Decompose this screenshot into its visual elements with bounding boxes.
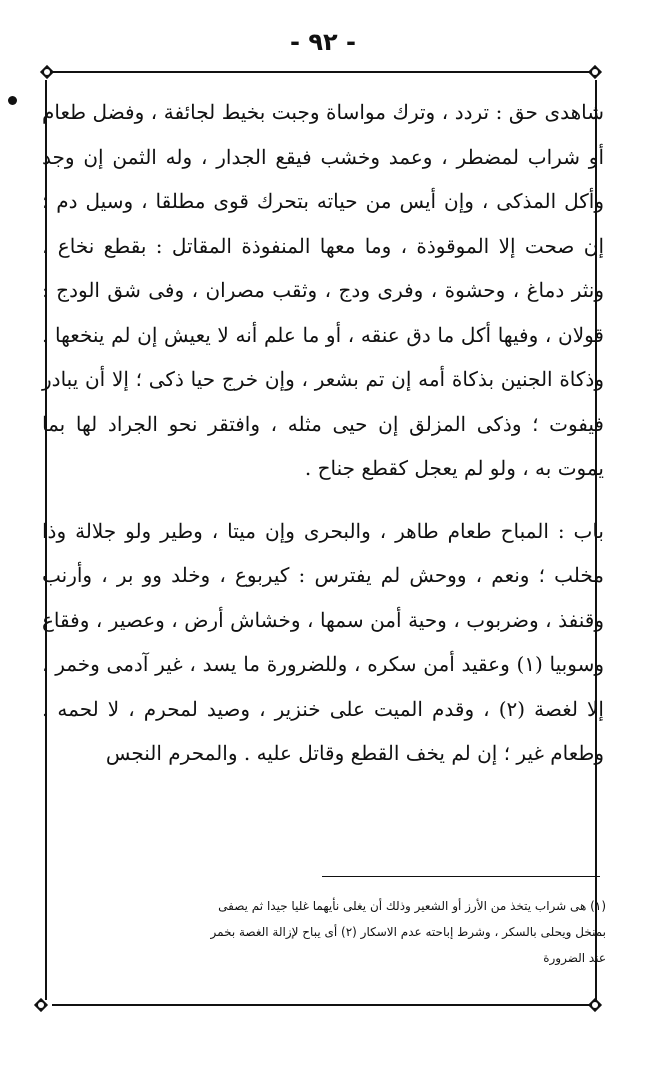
footnote-line-1: (١) هى شراب يتخذ من الأرز أو الشعير وذلك أن يغلى نأيهما غليا جيدا ثم يصفى xyxy=(218,899,606,913)
main-text xyxy=(42,90,604,776)
footnote-line-2: بمنخل ويحلى بالسكر ، وشرط إباحته عدم الاسكار (٢) أى يباح لإزالة الغصة بخمر xyxy=(210,925,606,939)
footnote-separator xyxy=(322,876,600,877)
ornament-top-left-icon xyxy=(38,63,56,81)
bottom-rule xyxy=(52,1004,592,1006)
ornament-bottom-left-icon xyxy=(32,996,50,1014)
page-number: - ٩٢ - xyxy=(290,28,356,56)
footnote-line-3: عند الضرورة xyxy=(543,951,606,965)
top-rule xyxy=(52,71,592,73)
stray-dot xyxy=(8,96,17,105)
ornament-top-right-icon xyxy=(586,63,604,81)
ornament-bottom-right-icon xyxy=(586,996,604,1014)
footnotes xyxy=(40,893,606,971)
paragraph-1: شاهدى حق : تردد ، وترك مواساة وجبت بخيط لجائفة ، وفضل طعام أو شراب لمضطر ، وعمد وخشب فيقع الجدار ، وله الثمن إن وجد وأكل المذكى ، وإن أيس من حياته بتحرك قوى مطلقا ، وسيل دم ؛ إن صحت إلا الموقوذة ، وما معها المنفوذة المقاتل : بقطع نخاع ، ونثر دماغ ، وحشوة ، وفرى ودج ، وثقب مصران ، وفى شق الودج : قولان ، وفيها أكل ما دق عنقه ، أو ما علم أنه لا يعيش إن لم ينخعها . وذكاة الجنين بذكاة أمه إن تم بشعر ، وإن خرج حيا ذكى ؛ إلا أن يبادر فيفوت ؛ وذكى المزلق إن حيى مثله ، وافتقر نحو الجراد لها بما يموت به ، ولو لم يعجل كقطع جناح . xyxy=(42,100,604,480)
paragraph-2: باب : المباح طعام طاهر ، والبحرى وإن ميتا ، وطير ولو جلالة وذا مخلب ؛ ونعم ، ووحش لم يفترس : كيربوع ، وخلد وو بر ، وأرنب وقنفذ ، وضربوب ، وحية أمن سمها ، وخشاش أرض ، وعصير ، وفقاع وسوبيا (١) وعقيد أمن سكره ، وللضرورة ما يسد ، غير آدمى وخمر ، إلا لغصة (٢) ، وقدم الميت على خنزير ، وصيد لمحرم ، لا لحمه . وطعام غير ؛ إن لم يخف القطع وقاتل عليه . والمحرم النجس xyxy=(42,518,604,765)
